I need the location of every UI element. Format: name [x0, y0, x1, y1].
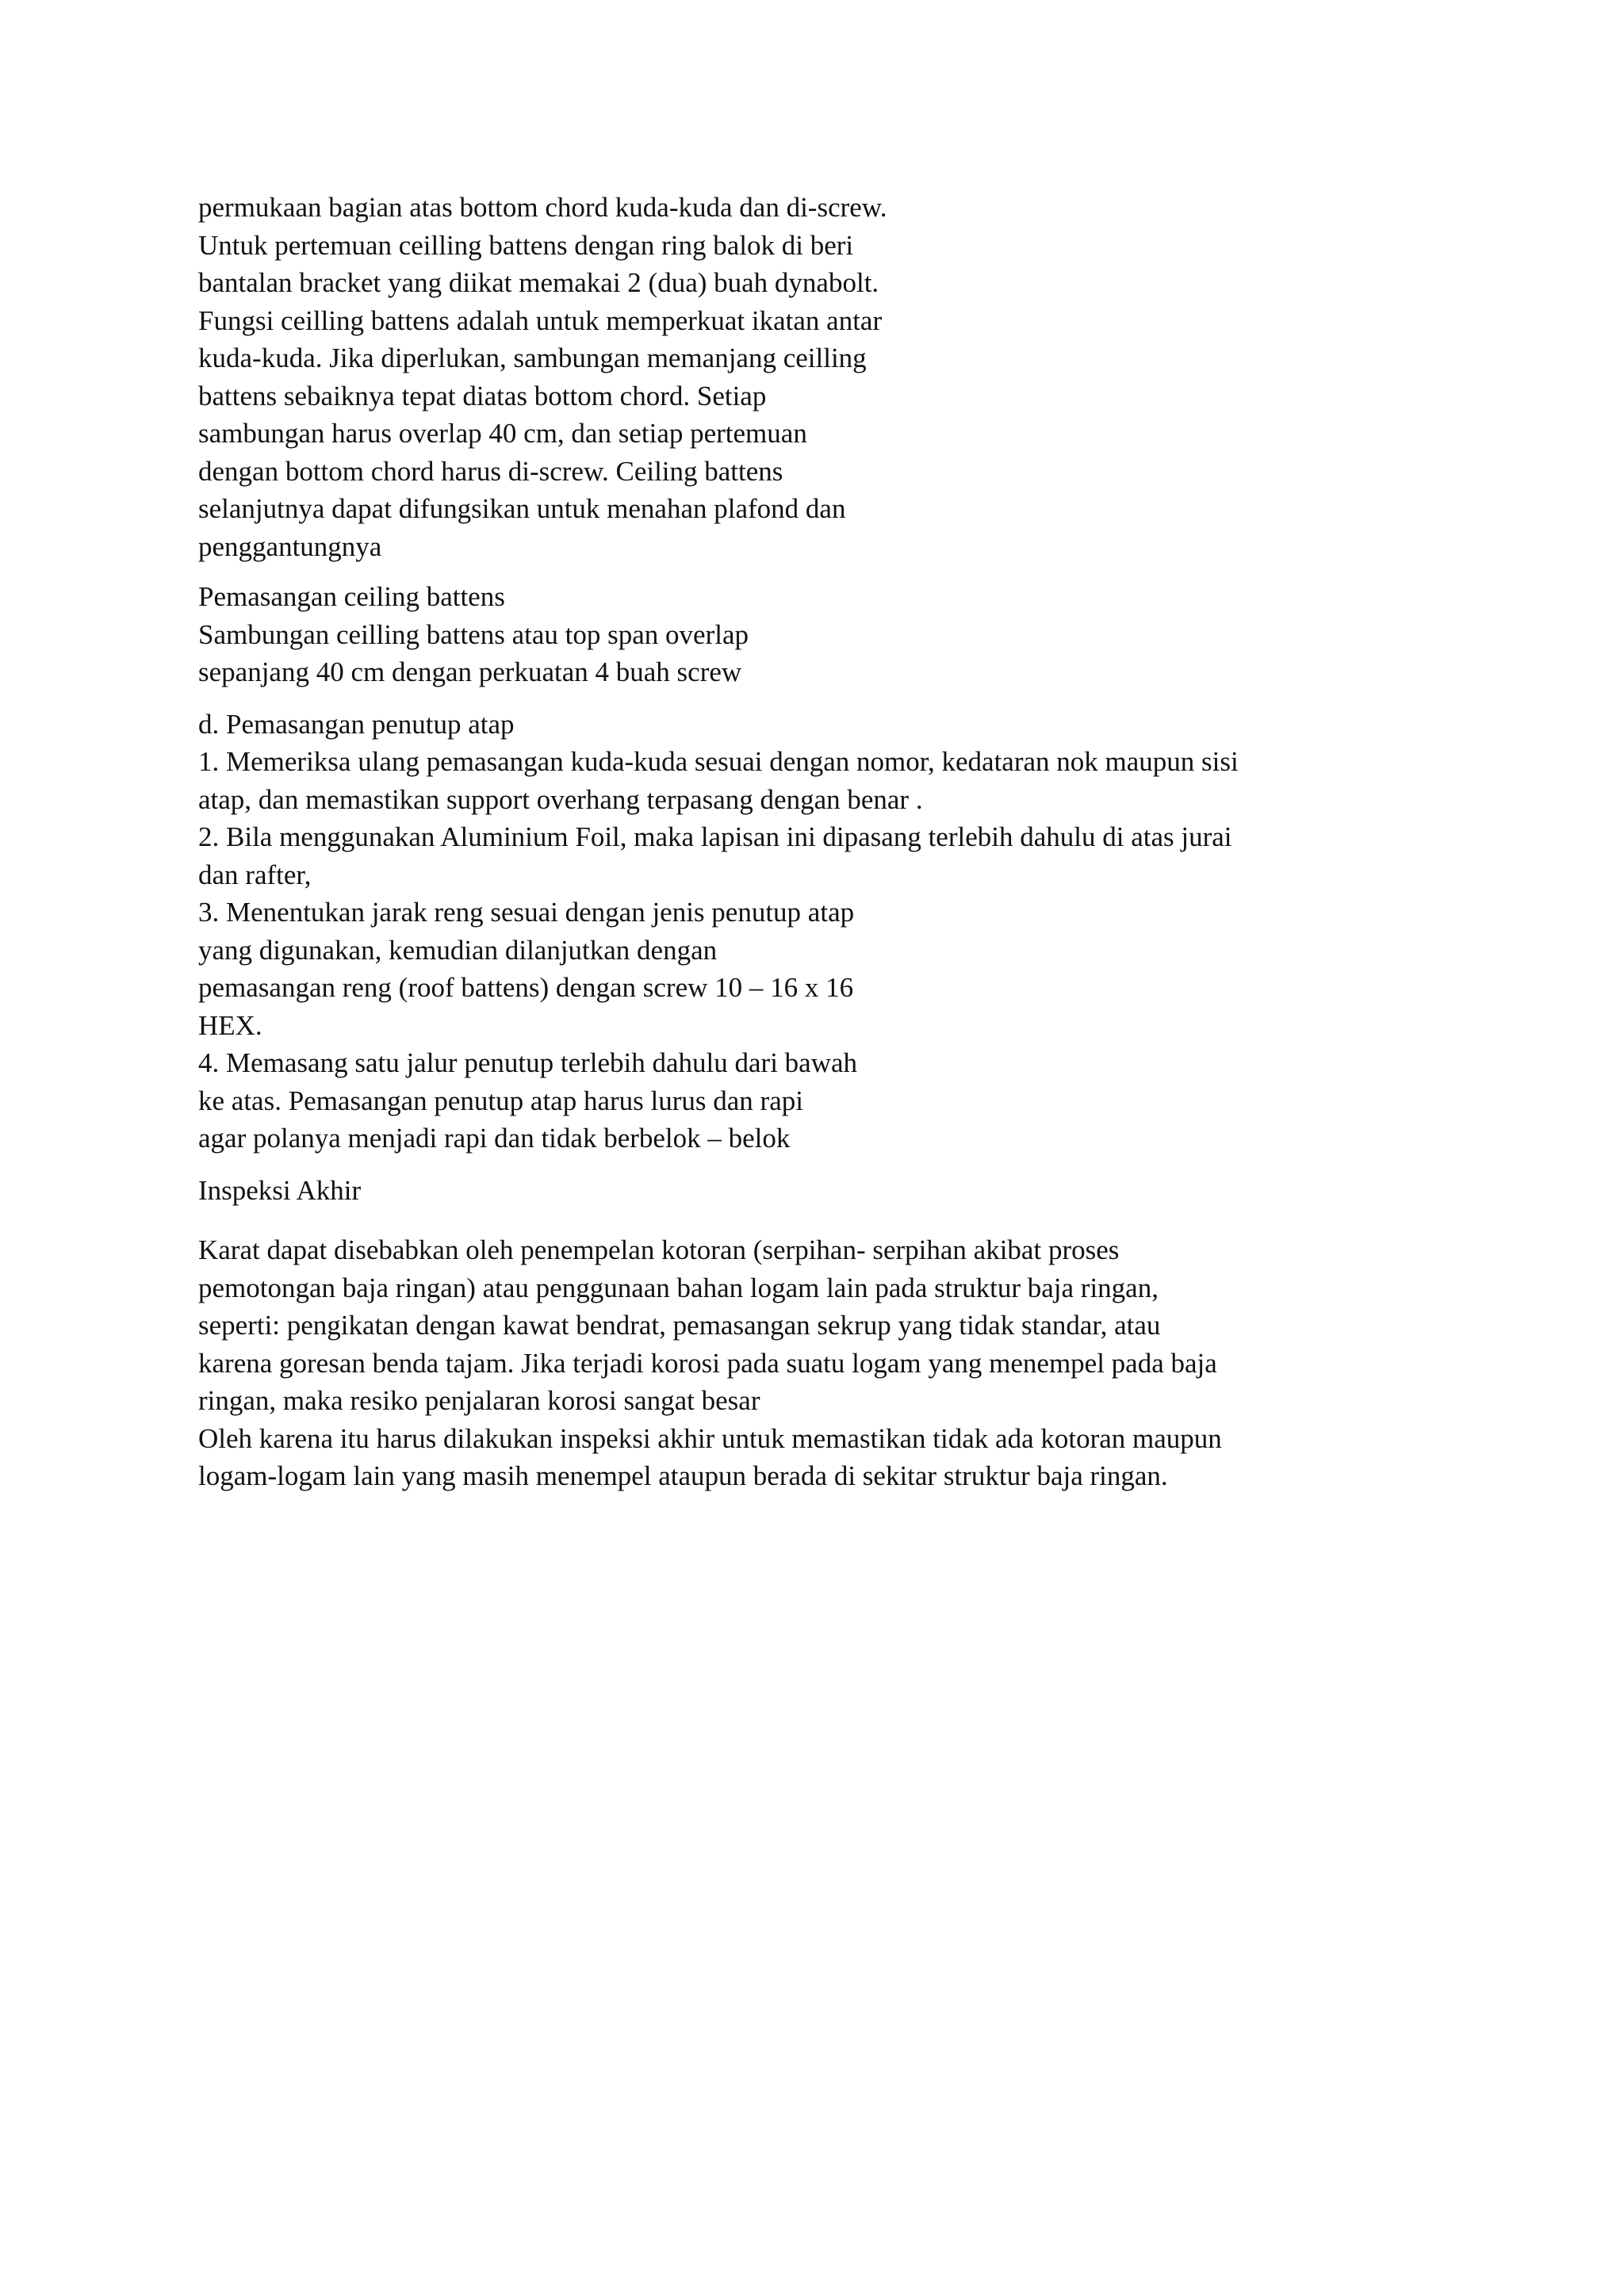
inspection-paragraph [198, 1231, 1451, 1495]
text-line: ringan, maka resiko penjalaran korosi sangat besar [198, 1385, 760, 1416]
list-item: 3. Menentukan jarak reng sesuai dengan jenis penutup atap [198, 897, 855, 928]
document-body [198, 189, 1451, 1495]
text-line: Sambungan ceilling battens atau top span overlap [198, 618, 749, 650]
section-heading: Inspeksi Akhir [198, 1174, 362, 1206]
text-line: yang digunakan, kemudian dilanjutkan dengan [198, 934, 718, 966]
text-line: selanjutnya dapat difungsikan untuk menahan plafond dan [198, 493, 846, 524]
text-line: bantalan bracket yang diikat memakai 2 (dua) buah dynabolt. [198, 267, 879, 298]
text-line: Fungsi ceilling battens adalah untuk memperkuat ikatan antar [198, 304, 883, 336]
text-line: pemasangan reng (roof battens) dengan screw 10 – 16 x 16 [198, 972, 854, 1003]
section-heading: d. Pemasangan penutup atap [198, 708, 515, 740]
section-heading: Pemasangan ceiling battens [198, 581, 505, 612]
list-item: 4. Memasang satu jalur penutup terlebih dahulu dari bawah [198, 1047, 858, 1078]
text-line: dengan bottom chord harus di-screw. Ceiling battens [198, 455, 783, 487]
text-line: Untuk pertemuan ceilling battens dengan ring balok di beri [198, 229, 854, 261]
text-line: permukaan bagian atas bottom chord kuda-kuda dan di-screw. [198, 192, 887, 223]
roof-covering-section [198, 706, 1451, 1158]
intro-paragraph [198, 189, 1451, 565]
text-line: dan rafter, [198, 859, 312, 890]
text-line: logam-logam lain yang masih menempel ataupun berada di sekitar struktur baja ringan. [198, 1460, 1168, 1491]
text-line: Karat dapat disebabkan oleh penempelan kotoran (serpihan- serpihan akibat proses [198, 1234, 1120, 1265]
text-line: battens sebaiknya tepat diatas bottom chord. Setiap [198, 380, 767, 411]
text-line: Oleh karena itu harus dilakukan inspeksi akhir untuk memastikan tidak ada kotoran maupun [198, 1422, 1222, 1454]
list-item: 1. Memeriksa ulang pemasangan kuda-kuda sesuai dengan nomor, kedataran nok maupun sisi [198, 746, 1239, 777]
text-line: pemotongan baja ringan) atau penggunaan bahan logam lain pada struktur baja ringan, [198, 1272, 1159, 1303]
text-line: kuda-kuda. Jika diperlukan, sambungan memanjang ceilling [198, 342, 867, 373]
text-line: ke atas. Pemasangan penutup atap harus lurus dan rapi [198, 1085, 803, 1116]
list-item: 2. Bila menggunakan Aluminium Foil, maka lapisan ini dipasang terlebih dahulu di atas jurai [198, 821, 1232, 852]
text-line: sambungan harus overlap 40 cm, dan setiap pertemuan [198, 418, 807, 449]
text-line: agar polanya menjadi rapi dan tidak berbelok – belok [198, 1123, 791, 1154]
inspection-heading-block [198, 1172, 1451, 1210]
text-line: karena goresan benda tajam. Jika terjadi korosi pada suatu logam yang menempel pada baja [198, 1347, 1217, 1379]
text-line: HEX. [198, 1009, 262, 1041]
ceiling-battens-section [198, 578, 1451, 691]
text-line: seperti: pengikatan dengan kawat bendrat, pemasangan sekrup yang tidak standar, atau [198, 1310, 1161, 1341]
text-line: penggantungnya [198, 530, 382, 562]
text-line: atap, dan memastikan support overhang terpasang dengan benar . [198, 783, 923, 815]
text-line: sepanjang 40 cm dengan perkuatan 4 buah screw [198, 656, 742, 687]
